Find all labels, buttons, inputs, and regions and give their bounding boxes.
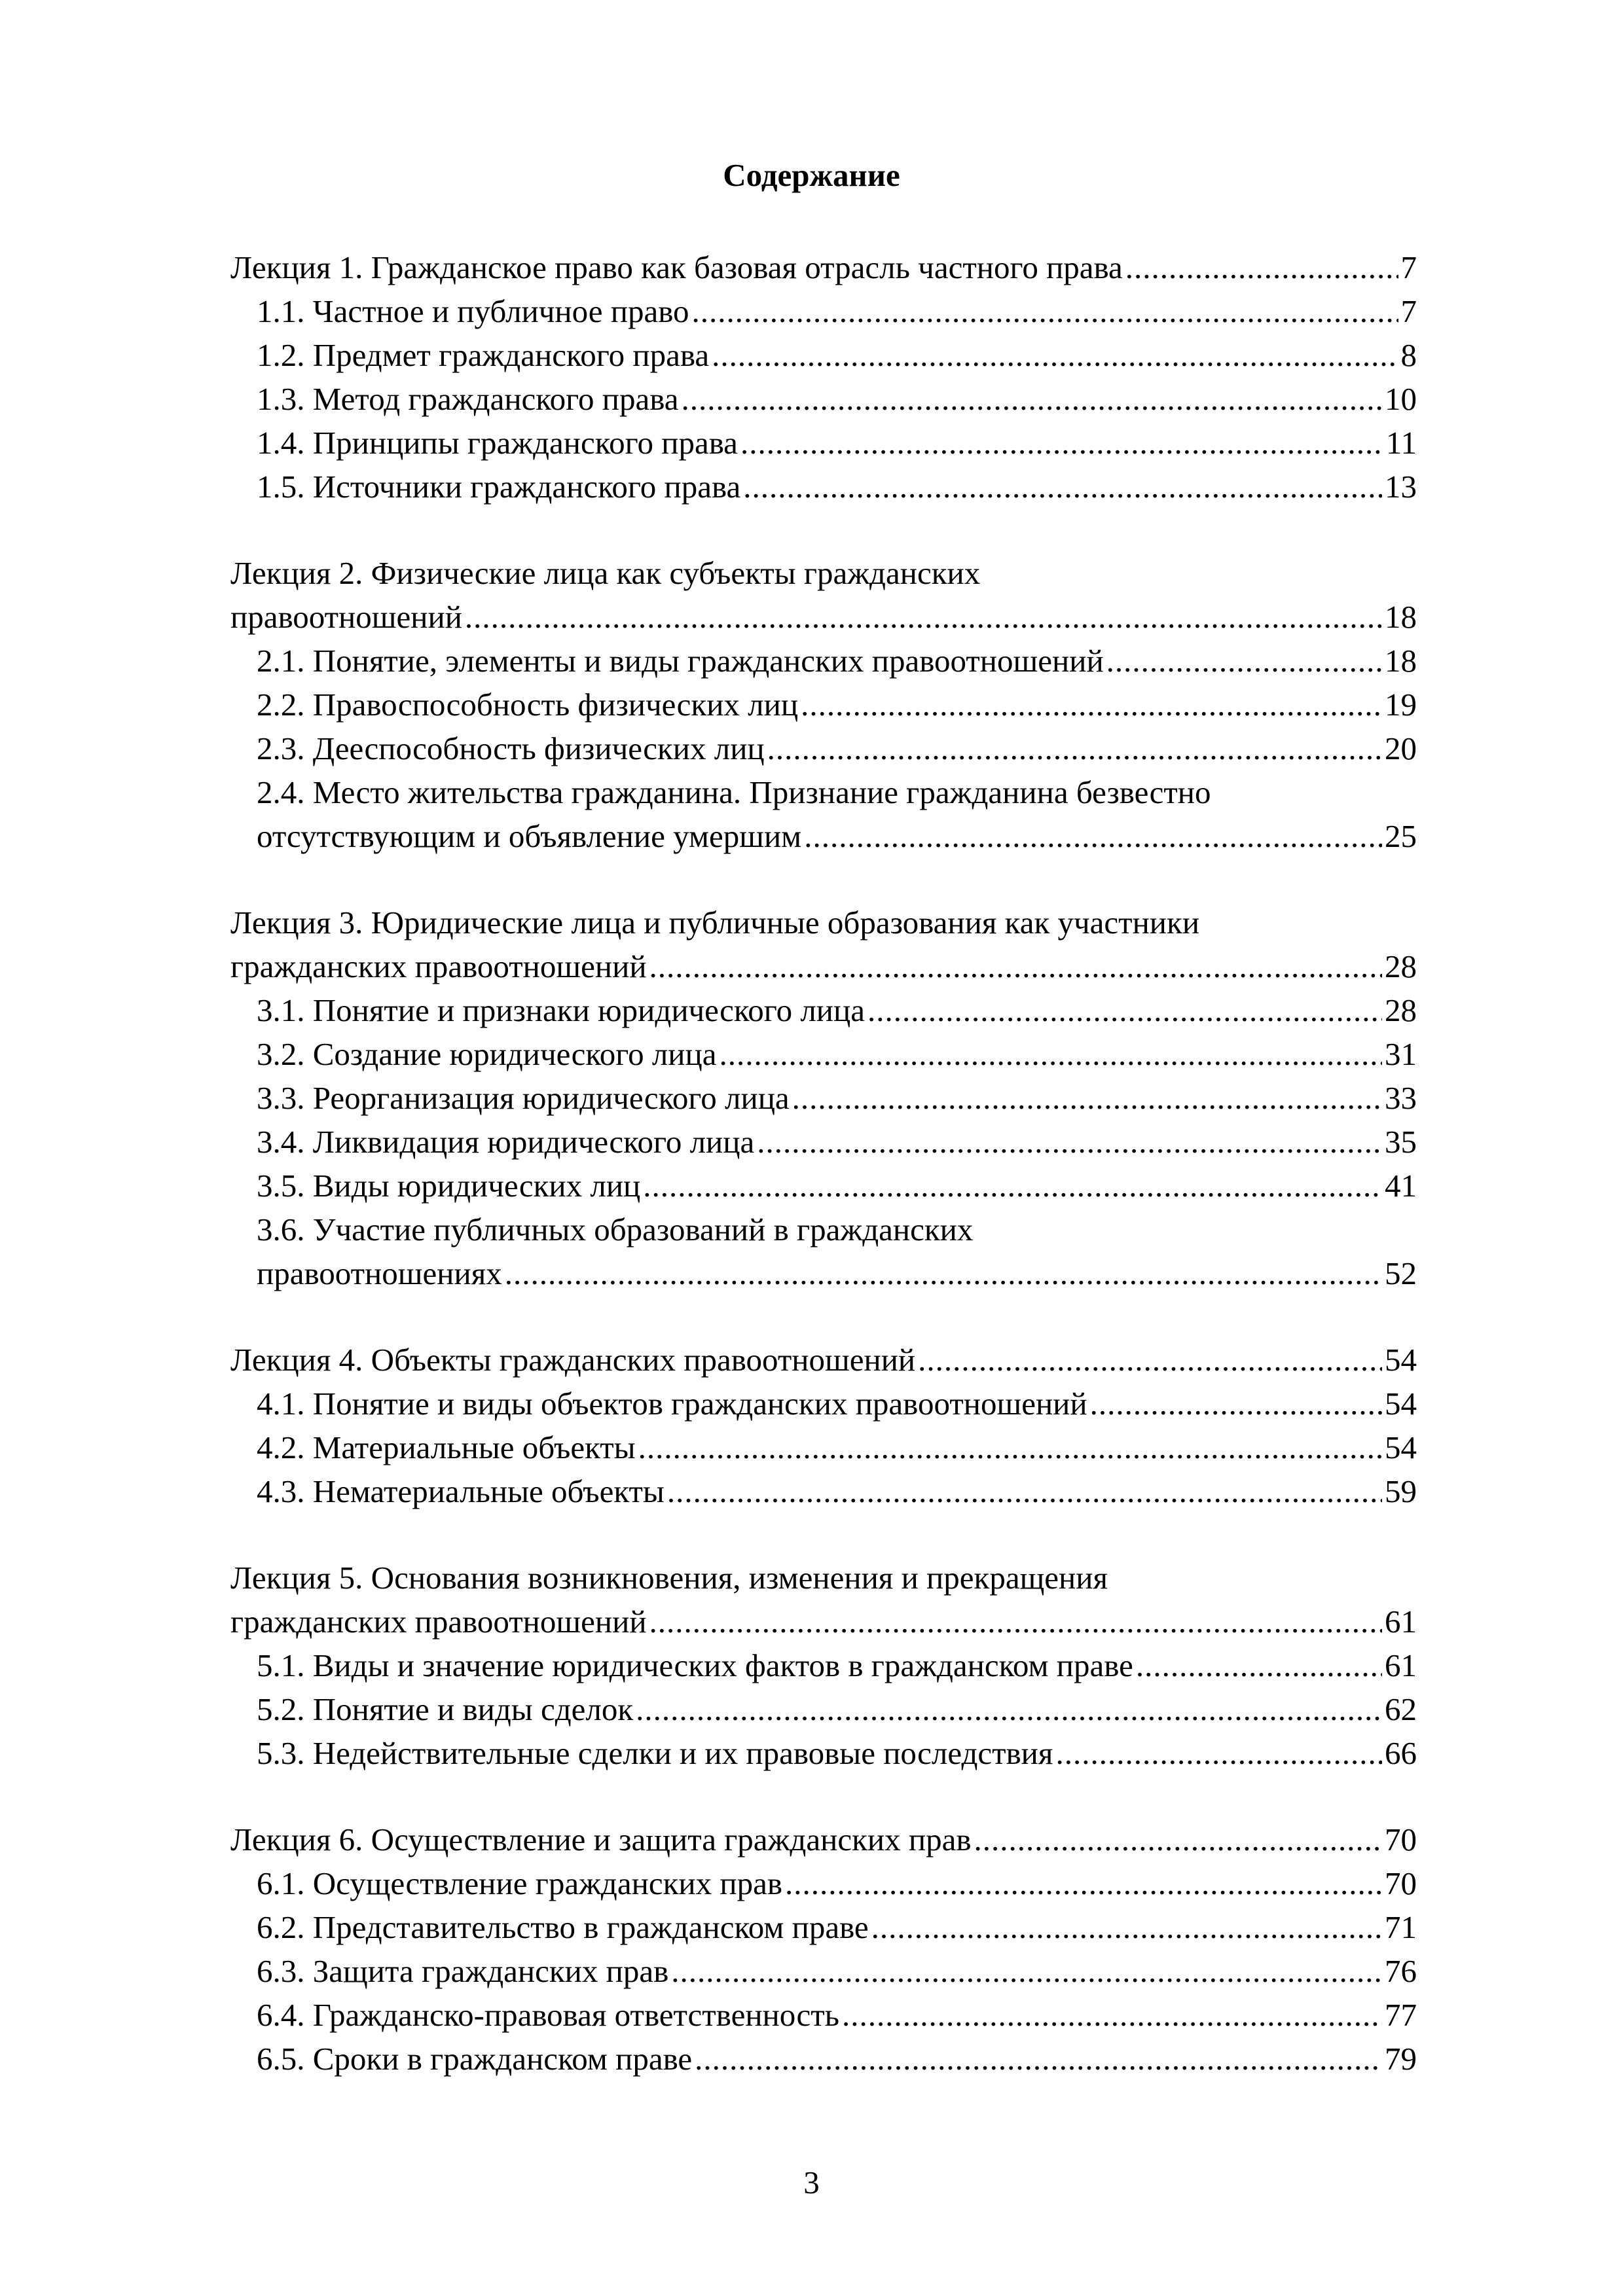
toc-lecture-heading[interactable] [230,901,1417,944]
dot-leader [1136,1643,1382,1687]
dot-leader [649,1600,1382,1643]
dot-leader [465,595,1382,639]
dot-leader [667,1469,1382,1513]
dot-leader [695,2037,1382,2081]
toc-lecture-heading[interactable] [230,595,1417,639]
dot-leader [918,1338,1382,1382]
toc-item[interactable] [230,1861,1417,1905]
toc-item-text: 4.2. Материальные объекты [257,1429,636,1465]
dot-leader [638,1426,1382,1469]
toc-item-text: 3.6. Участие публичных образований в гражданских [257,1211,974,1247]
toc-item[interactable] [230,1426,1417,1469]
toc-item-text: 3.4. Ликвидация юридического лица [257,1124,755,1160]
dot-leader [757,1120,1382,1164]
toc-item[interactable] [230,289,1417,333]
toc-item-page: 25 [1385,818,1417,854]
dot-leader [692,289,1398,333]
toc-section [230,1338,1417,1513]
toc-item-text: 3.1. Понятие и признаки юридического лица [257,992,865,1028]
toc-item[interactable] [230,1993,1417,2037]
toc-item-page: 54 [1385,1386,1417,1422]
toc-lecture-heading-page: 54 [1385,1342,1417,1378]
dot-leader [804,814,1382,858]
dot-leader [1055,1731,1382,1775]
toc-item-text: 4.1. Понятие и виды объектов гражданских правоотношений [257,1386,1087,1422]
toc-item[interactable] [230,1076,1417,1120]
toc-item-text: 1.4. Принципы гражданского права [257,425,738,461]
dot-leader [871,1905,1382,1949]
toc-item-page: 61 [1385,1647,1417,1683]
toc-item[interactable] [230,683,1417,726]
toc-item[interactable] [230,1643,1417,1687]
dot-leader [505,1251,1382,1295]
toc-item[interactable] [230,1687,1417,1731]
dot-leader [681,377,1382,421]
toc-section [230,1556,1417,1775]
toc-lecture-heading-text: Лекция 4. Объекты гражданских правоотношений [230,1342,916,1378]
toc-item-page: 70 [1385,1865,1417,1901]
toc-lecture-heading-text: Лекция 1. Гражданское право как базовая отрасль частного права [230,249,1123,285]
toc-item-text: 1.1. Частное и публичное право [257,293,689,329]
toc-item[interactable] [230,1731,1417,1775]
toc-item-page: 35 [1385,1124,1417,1160]
toc-item-page: 59 [1385,1473,1417,1509]
toc-item-text: 2.3. Дееспособность физических лиц [257,730,765,766]
toc-item-page: 66 [1385,1735,1417,1771]
toc-item-text: 1.2. Предмет гражданского права [257,337,710,373]
toc-item-text: 5.3. Недействительные сделки и их правовые последствия [257,1735,1053,1771]
toc-lecture-heading-text: правоотношений [230,599,462,635]
toc-item-page: 33 [1385,1080,1417,1116]
toc-item-text: 6.5. Сроки в гражданском праве [257,2041,693,2077]
dot-leader [801,683,1382,726]
toc-section [230,551,1417,858]
dot-leader [785,1861,1382,1905]
toc-item-text: 1.5. Источники гражданского права [257,469,741,505]
toc-item-page: 19 [1385,687,1417,723]
toc-item[interactable] [230,421,1417,465]
toc-item[interactable] [230,377,1417,421]
toc-item-page: 18 [1385,643,1417,679]
page-title: Содержание [723,157,900,193]
dot-leader [643,1164,1382,1208]
toc-item-page: 71 [1385,1909,1417,1945]
toc-lecture-heading-text: Лекция 5. Основания возникновения, изменения и прекращения [230,1560,1108,1596]
toc-item-page: 11 [1385,425,1417,461]
toc-lecture-heading-text: Лекция 2. Физические лица как субъекты гражданских [230,555,981,591]
toc-lecture-heading-page: 7 [1400,249,1417,285]
toc-item-text: 4.3. Нематериальные объекты [257,1473,665,1509]
toc-item-text: 5.2. Понятие и виды сделок [257,1691,634,1727]
toc-item-page: 76 [1385,1953,1417,1989]
toc-item-page: 41 [1385,1168,1417,1204]
toc-item-page: 7 [1400,293,1417,329]
toc-item[interactable] [230,333,1417,377]
toc-item[interactable] [230,1032,1417,1076]
toc-lecture-heading-text: гражданских правоотношений [230,1604,647,1640]
dot-leader [842,1993,1382,2037]
toc-item-page: 31 [1385,1036,1417,1072]
dot-leader [712,333,1398,377]
toc-item-text: 6.4. Гражданско-правовая ответственность [257,1997,839,2033]
toc-item[interactable] [230,988,1417,1032]
toc-lecture-heading-text: Лекция 3. Юридические лица и публичные образования как участники [230,905,1200,941]
toc-item-page: 79 [1385,2041,1417,2077]
toc-item-page: 8 [1400,337,1417,373]
toc-lecture-heading[interactable] [230,551,1417,595]
dot-leader [1090,1382,1382,1426]
toc-section [230,1818,1417,2081]
toc-item-text: 6.1. Осуществление гражданских прав [257,1865,782,1901]
toc-item-text: 2.2. Правоспособность физических лиц [257,687,799,723]
toc-lecture-heading[interactable] [230,245,1417,289]
toc-item[interactable] [230,1949,1417,1993]
dot-leader [740,421,1383,465]
toc-item-text: отсутствующим и объявление умершим [257,818,802,854]
dot-leader [1106,639,1382,683]
toc-item-text: 3.2. Создание юридического лица [257,1036,717,1072]
toc-section [230,245,1417,509]
toc-item[interactable] [230,770,1417,814]
toc-lecture-heading[interactable] [230,944,1417,988]
dot-leader [649,944,1382,988]
toc-lecture-heading[interactable] [230,1818,1417,1861]
toc-item-text: 6.3. Защита гражданских прав [257,1953,669,1989]
toc-item[interactable] [230,1120,1417,1164]
toc-item[interactable] [230,1251,1417,1295]
dot-leader [867,988,1382,1032]
toc-lecture-heading-page: 70 [1385,1821,1417,1857]
toc-item-page: 62 [1385,1691,1417,1727]
toc-item[interactable] [230,2037,1417,2081]
toc-item[interactable] [230,1164,1417,1208]
toc-item-text: 2.1. Понятие, элементы и виды гражданских правоотношений [257,643,1104,679]
toc-item[interactable] [230,1469,1417,1513]
toc-lecture-heading-page: 61 [1385,1604,1417,1640]
toc-lecture-heading[interactable] [230,1338,1417,1382]
toc-item-page: 20 [1385,730,1417,766]
toc-item-text: 3.5. Виды юридических лиц [257,1168,641,1204]
toc-lecture-heading-page: 18 [1385,599,1417,635]
toc-item-text: 6.2. Представительство в гражданском праве [257,1909,869,1945]
toc-section [230,901,1417,1295]
toc-item[interactable] [230,726,1417,770]
toc-item[interactable] [230,1208,1417,1251]
dot-leader [1125,245,1398,289]
toc-lecture-heading[interactable] [230,1600,1417,1643]
toc-item-page: 54 [1385,1429,1417,1465]
page-number: 3 [803,2164,820,2200]
toc-lecture-heading[interactable] [230,1556,1417,1600]
toc-lecture-heading-page: 28 [1385,948,1417,984]
toc-item-page: 52 [1385,1255,1417,1291]
toc-item-text: правоотношениях [257,1255,502,1291]
dot-leader [743,465,1382,509]
toc-lecture-heading-text: Лекция 6. Осуществление и защита гражданских прав [230,1821,972,1857]
toc-item-text: 3.3. Реорганизация юридического лица [257,1080,790,1116]
dot-leader [671,1949,1382,1993]
dot-leader [719,1032,1382,1076]
dot-leader [974,1818,1382,1861]
toc-item[interactable] [230,814,1417,858]
toc-item-page: 77 [1385,1997,1417,2033]
toc-lecture-heading-text: гражданских правоотношений [230,948,647,984]
dot-leader [636,1687,1382,1731]
toc-item[interactable] [230,639,1417,683]
toc-item-text: 5.1. Виды и значение юридических фактов в гражданском праве [257,1647,1133,1683]
toc-item[interactable] [230,1382,1417,1426]
toc-item-page: 13 [1385,469,1417,505]
toc-item-page: 10 [1385,381,1417,417]
table-of-contents [230,245,1417,2123]
toc-item-text: 2.4. Место жительства гражданина. Признание гражданина безвестно [257,774,1211,810]
toc-item-text: 1.3. Метод гражданского права [257,381,679,417]
toc-item-page: 28 [1385,992,1417,1028]
dot-leader [792,1076,1382,1120]
toc-item[interactable] [230,1905,1417,1949]
toc-item[interactable] [230,465,1417,509]
dot-leader [767,726,1382,770]
